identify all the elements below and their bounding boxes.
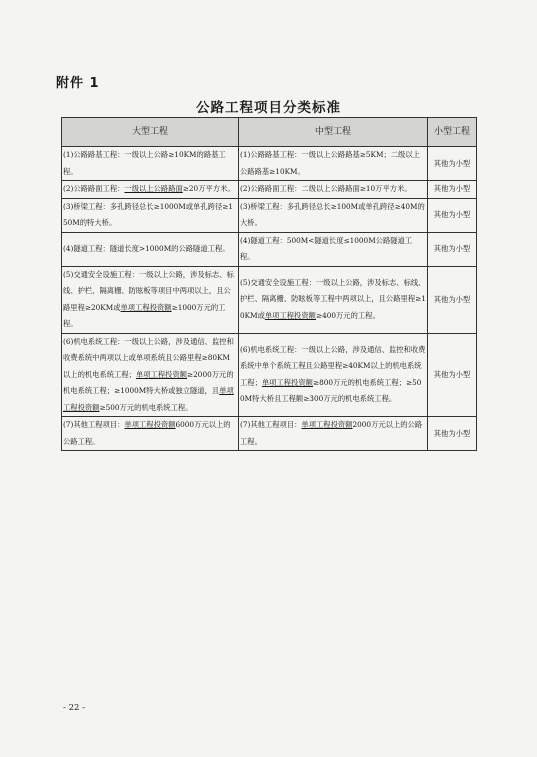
cell-small: 其他为小型 — [428, 198, 477, 232]
cell-large: (7)其他工程项目：单项工程投资额6000万元以上的公路工程。 — [62, 417, 239, 451]
table-row — [62, 198, 477, 232]
cell-small: 其他为小型 — [428, 147, 477, 181]
classification-table — [61, 117, 477, 451]
cell-small: 其他为小型 — [428, 333, 477, 417]
cell-medium: (3)桥梁工程：多孔跨径总长≥100M或单孔跨径≥40M的大桥。 — [239, 198, 428, 232]
table-row — [62, 266, 477, 333]
cell-small: 其他为小型 — [428, 232, 477, 266]
cell-small: 其他为小型 — [428, 266, 477, 333]
cell-large: (1)公路路基工程：一级以上公路≥10KM的路基工程。 — [62, 147, 239, 181]
cell-small: 其他为小型 — [428, 181, 477, 199]
column-header-large: 大型工程 — [62, 118, 239, 147]
table-row — [62, 181, 477, 199]
cell-large: (4)隧道工程：隧道长度>1000M的公路隧道工程。 — [62, 232, 239, 266]
cell-medium: (6)机电系统工程：一级以上公路，涉及通信、监控和收费系统中单个系统工程且公路里程≥40KM以上的机电系统工程；单项工程投资额≥800万元的机电系统工程；≥500M特大桥且工程额≥300万元的机电系统工程。 — [239, 333, 428, 417]
table-row — [62, 417, 477, 451]
document-title: 公路工程项目分类标准 — [196, 100, 341, 116]
cell-small: 其他为小型 — [428, 417, 477, 451]
cell-medium: (4)隧道工程：500M<隧道长度≤1000M公路隧道工程。 — [239, 232, 428, 266]
cell-large: (5)交通安全设施工程：一级以上公路，涉及标志、标线、护栏、隔离栅、防眩板等项目中两项以上，且公路里程≥20KM或单项工程投资额≥1000万元的工程。 — [62, 266, 239, 333]
table-row — [62, 232, 477, 266]
cell-large: (6)机电系统工程：一级以上公路，涉及通信、监控和收费系统中两项以上或单项系统且公路里程≥80KM以上的机电系统工程；单项工程投资额≥2000万元的机电系统工程；≥1000M特大桥或独立隧道，且单项工程投资额≥500万元的机电系统工程。 — [62, 333, 239, 417]
cell-medium: (2)公路路面工程：二级以上公路路面≥10万平方米。 — [239, 181, 428, 199]
page-number: - 22 - — [63, 703, 85, 713]
table-header-row — [62, 118, 477, 147]
cell-large: (3)桥梁工程：多孔跨径总长≥1000M或单孔跨径≥150M的特大桥。 — [62, 198, 239, 232]
table-row — [62, 147, 477, 181]
cell-medium: (7)其他工程项目：单项工程投资额2000万元以上的公路工程。 — [239, 417, 428, 451]
cell-medium: (1)公路路基工程：一级以上公路路基≥5KM；二级以上公路路基≥10KM。 — [239, 147, 428, 181]
column-header-small: 小型工程 — [428, 118, 477, 147]
table-row — [62, 333, 477, 417]
column-header-medium: 中型工程 — [239, 118, 428, 147]
cell-medium: (5)交通安全设施工程：一级以上公路，涉及标志、标线、护栏、隔离栅、防眩板等工程中两项以上，且公路里程≥10KM或单项工程投资额≥400万元的工程。 — [239, 266, 428, 333]
attachment-label: 附件 1 — [56, 76, 100, 91]
cell-large: (2)公路路面工程：一级以上公路路面≥20万平方米。 — [62, 181, 239, 199]
